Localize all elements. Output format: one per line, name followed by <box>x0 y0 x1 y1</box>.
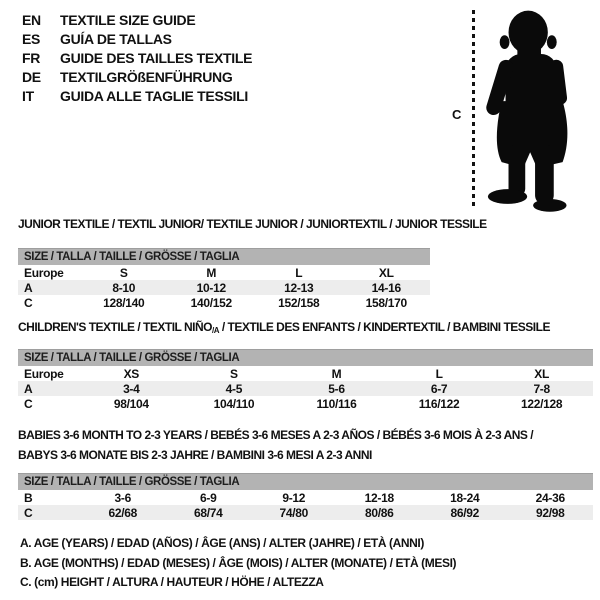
value-cell: 158/170 <box>365 295 407 310</box>
footnote-age-months: B. AGE (MONTHS) / EDAD (MESES) / ÂGE (MOIS) / ALTER (MONATE) / ETÀ (MESI) <box>20 555 457 570</box>
language-code: ES <box>22 30 41 47</box>
value-cell: 3-6 <box>114 490 131 505</box>
size-cell: S <box>119 265 128 280</box>
language-row <box>22 48 252 67</box>
guide-title: TEXTILGRÖßENFÜHRUNG <box>60 68 233 85</box>
value-cell: 104/110 <box>213 396 255 411</box>
language-row <box>22 67 252 86</box>
table-row-age <box>18 381 593 396</box>
guide-title: GUIDE DES TAILLES TEXTILE <box>60 49 253 66</box>
table-row-height <box>18 295 430 310</box>
value-cell: 98/104 <box>113 396 149 411</box>
junior-textile-table <box>18 217 487 310</box>
language-title-list <box>22 10 252 105</box>
value-cell: 6-7 <box>430 381 448 396</box>
size-cell: L <box>435 366 443 381</box>
size-cell: XS <box>123 366 139 381</box>
row-label: B <box>24 490 33 505</box>
value-cell: 7-8 <box>533 381 550 396</box>
size-header-bar: SIZE / TALLA / TAILLE / GRÖSSE / TAGLIA <box>18 248 430 265</box>
table-row-sizes <box>18 366 593 381</box>
value-cell: 14-16 <box>371 280 401 295</box>
value-cell: 9-12 <box>282 490 306 505</box>
row-label: A <box>24 280 33 295</box>
value-cell: 80/86 <box>364 505 394 520</box>
language-code: FR <box>22 49 41 66</box>
row-label: C <box>24 396 33 411</box>
size-cell: XL <box>534 366 550 381</box>
size-cell: M <box>206 265 217 280</box>
language-code: IT <box>22 87 34 104</box>
value-cell: 128/140 <box>103 295 145 310</box>
guide-title: GUIDA ALLE TAGLIE TESSILI <box>60 87 248 104</box>
size-cell: S <box>230 366 238 381</box>
value-cell: 152/158 <box>278 295 320 310</box>
value-cell: 6-9 <box>200 490 217 505</box>
table-row-height <box>18 505 593 520</box>
toddler-silhouette <box>480 6 598 214</box>
row-label: A <box>24 381 33 396</box>
value-cell: 12-18 <box>364 490 394 505</box>
language-code: EN <box>22 11 41 28</box>
table-title: CHILDREN'S TEXTILE / TEXTIL $NIÑO_{/A}$ / TEXTILE DES ENFANTS / KINDERTEXTIL / BAMBINI TESSILE <box>18 320 550 335</box>
value-cell: 140/152 <box>190 295 232 310</box>
legend-footnotes <box>20 534 456 593</box>
table-row-height <box>18 396 593 411</box>
value-cell: 10-12 <box>196 280 226 295</box>
value-cell: 12-13 <box>284 280 314 295</box>
babies-textile-table <box>18 425 593 520</box>
footnote-height: C. (cm) HEIGHT / ALTURA / HAUTEUR / HÖHE / ALTEZZA <box>20 575 324 589</box>
table-title: BABIES 3-6 MONTH TO 2-3 YEARS / BEBÉS 3-6 MESES A 2-3 AÑOS / BÉBÉS 3-6 MOIS À 2-3 ANS / BABYS 3-6 MONATE BIS 2-3 JAHRE / BAMBINI 3-6 MESI A 2-3 ANNI <box>18 428 534 462</box>
guide-title: TEXTILE SIZE GUIDE <box>60 11 196 28</box>
table-row-months <box>18 490 593 505</box>
value-cell: 116/122 <box>418 396 460 411</box>
value-cell: 74/80 <box>279 505 309 520</box>
row-label: C <box>24 505 33 520</box>
value-cell: 62/68 <box>108 505 138 520</box>
value-cell: 68/74 <box>193 505 223 520</box>
guide-title: GUÍA DE TALLAS <box>60 30 172 47</box>
childrens-textile-table <box>18 320 593 411</box>
value-cell: 122/128 <box>521 396 563 411</box>
language-code: DE <box>22 68 41 85</box>
row-label: Europe <box>24 265 64 280</box>
value-cell: 86/92 <box>450 505 480 520</box>
value-cell: 24-36 <box>535 490 565 505</box>
language-row <box>22 10 252 29</box>
size-cell: XL <box>378 265 394 280</box>
height-label-c: C <box>452 107 462 122</box>
size-header-bar: SIZE / TALLA / TAILLE / GRÖSSE / TAGLIA <box>18 349 593 366</box>
size-cell: M <box>331 366 342 381</box>
value-cell: 4-5 <box>225 381 243 396</box>
value-cell: 8-10 <box>112 280 136 295</box>
value-cell: 110/116 <box>316 396 357 411</box>
table-row-sizes <box>18 265 430 280</box>
size-cell: L <box>295 265 303 280</box>
size-header-bar: SIZE / TALLA / TAILLE / GRÖSSE / TAGLIA <box>18 473 593 490</box>
value-cell: 18-24 <box>450 490 480 505</box>
value-cell: 3-4 <box>123 381 140 396</box>
value-cell: 5-6 <box>328 381 345 396</box>
table-row-age <box>18 280 430 295</box>
value-cell: 92/98 <box>535 505 565 520</box>
language-row <box>22 86 252 105</box>
height-measure-dotted-line <box>472 10 475 206</box>
row-label: C <box>24 295 33 310</box>
footnote-age-years: A. AGE (YEARS) / EDAD (AÑOS) / ÂGE (ANS) / ALTER (JAHRE) / ETÀ (ANNI) <box>20 536 424 550</box>
row-label: Europe <box>24 366 64 381</box>
language-row <box>22 29 252 48</box>
table-title: JUNIOR TEXTILE / TEXTIL JUNIOR/ TEXTILE JUNIOR / JUNIORTEXTIL / JUNIOR TESSILE <box>18 217 487 231</box>
